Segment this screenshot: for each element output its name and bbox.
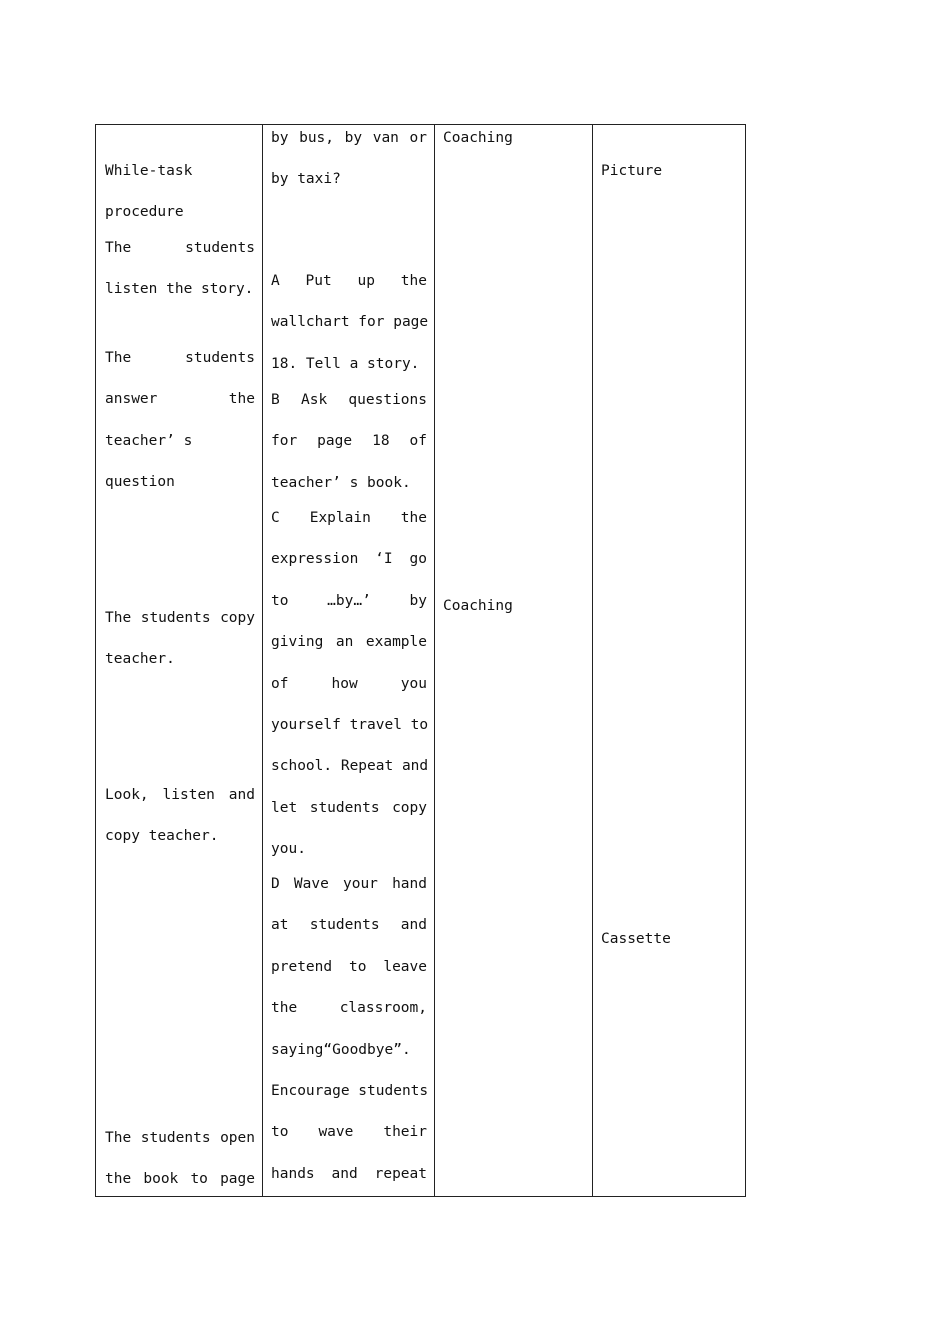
column-divider xyxy=(592,125,593,1196)
teaching-aid-picture: Picture xyxy=(601,163,663,179)
teacher-activity-c: C Explain the expression ‘I go to …by…’ by giving an example of how you yourself travel to school. Repeat and let students copy you. xyxy=(271,510,429,858)
lesson-plan-table xyxy=(95,124,746,1197)
method-coaching: Coaching xyxy=(443,598,513,614)
column-divider xyxy=(434,125,435,1196)
student-activity-listen: The students listen the story. xyxy=(105,240,255,298)
teacher-activity-d: D Wave your hand at students and pretend to leave the classroom, saying“Goodbye”. Encourage students to wave their hands and repeat xyxy=(271,876,429,1182)
teacher-activity-a: A Put up the wallchart for page 18. Tell a story. xyxy=(271,273,429,372)
student-activity-look-listen: Look, listen and copy teacher. xyxy=(105,787,255,845)
teacher-activity-b: B Ask questions for page 18 of teacher’ s book. xyxy=(271,392,427,491)
teaching-aid-cassette: Cassette xyxy=(601,931,671,947)
student-activity-answer: The students answer the teacher’ s question xyxy=(105,350,255,491)
student-activity-copy: The students copy teacher. xyxy=(105,610,255,668)
teacher-activity-intro: by bus, by van or by taxi? xyxy=(271,130,427,188)
method-coaching: Coaching xyxy=(443,130,513,146)
column-divider xyxy=(262,125,263,1196)
stage-label: While-task procedure xyxy=(105,163,193,221)
student-activity-open-book: The students open the book to page xyxy=(105,1130,255,1188)
